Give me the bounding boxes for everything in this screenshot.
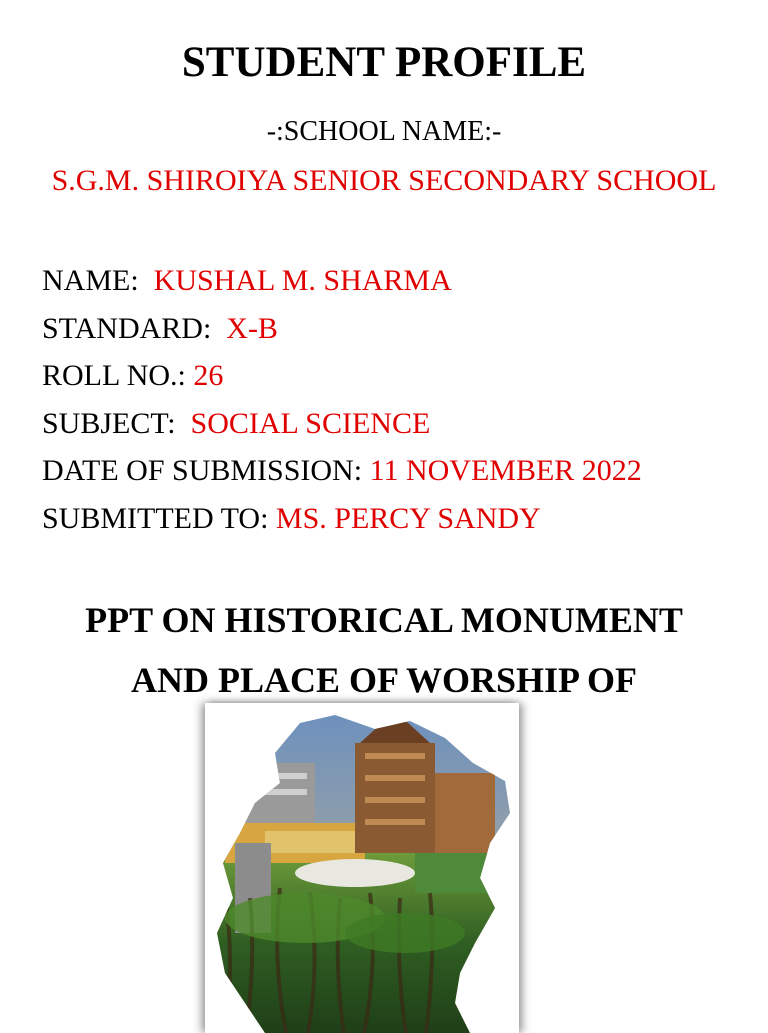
detail-label: SUBMITTED TO: — [42, 501, 269, 535]
student-name-value: KUSHAL M. SHARMA — [153, 264, 452, 297]
detail-row-roll-no — [42, 352, 742, 400]
detail-label: ROLL NO.: — [42, 359, 186, 392]
detail-label: STANDARD: — [42, 311, 212, 345]
standard-value: X-B — [226, 311, 278, 345]
student-details — [42, 257, 742, 542]
submission-date-value: 11 NOVEMBER 2022 — [369, 454, 642, 487]
page-title: STUDENT PROFILE — [181, 39, 587, 86]
detail-label: SUBJECT: — [42, 406, 176, 440]
detail-row-submitted-to — [42, 495, 742, 543]
submitted-to-value: MS. PERCY SANDY — [275, 501, 541, 535]
school-name: S.G.M. SHIROIYA SENIOR SECONDARY SCHOOL — [51, 164, 717, 197]
detail-label: NAME: — [42, 264, 139, 297]
detail-row-name — [42, 257, 742, 305]
chhattisgarh-map-image — [205, 703, 519, 1033]
school-name-label: -:SCHOOL NAME:- — [266, 116, 502, 147]
roll-no-value: 26 — [193, 359, 224, 392]
detail-row-standard — [42, 305, 742, 353]
presentation-heading-line-1: PPT ON HISTORICAL MONUMENT — [85, 600, 683, 640]
detail-label: DATE OF SUBMISSION: — [42, 454, 363, 487]
subject-value: SOCIAL SCIENCE — [190, 406, 431, 440]
presentation-heading-line-2: AND PLACE OF WORSHIP OF — [130, 660, 638, 700]
detail-row-subject — [42, 400, 742, 448]
detail-row-date — [42, 447, 742, 495]
